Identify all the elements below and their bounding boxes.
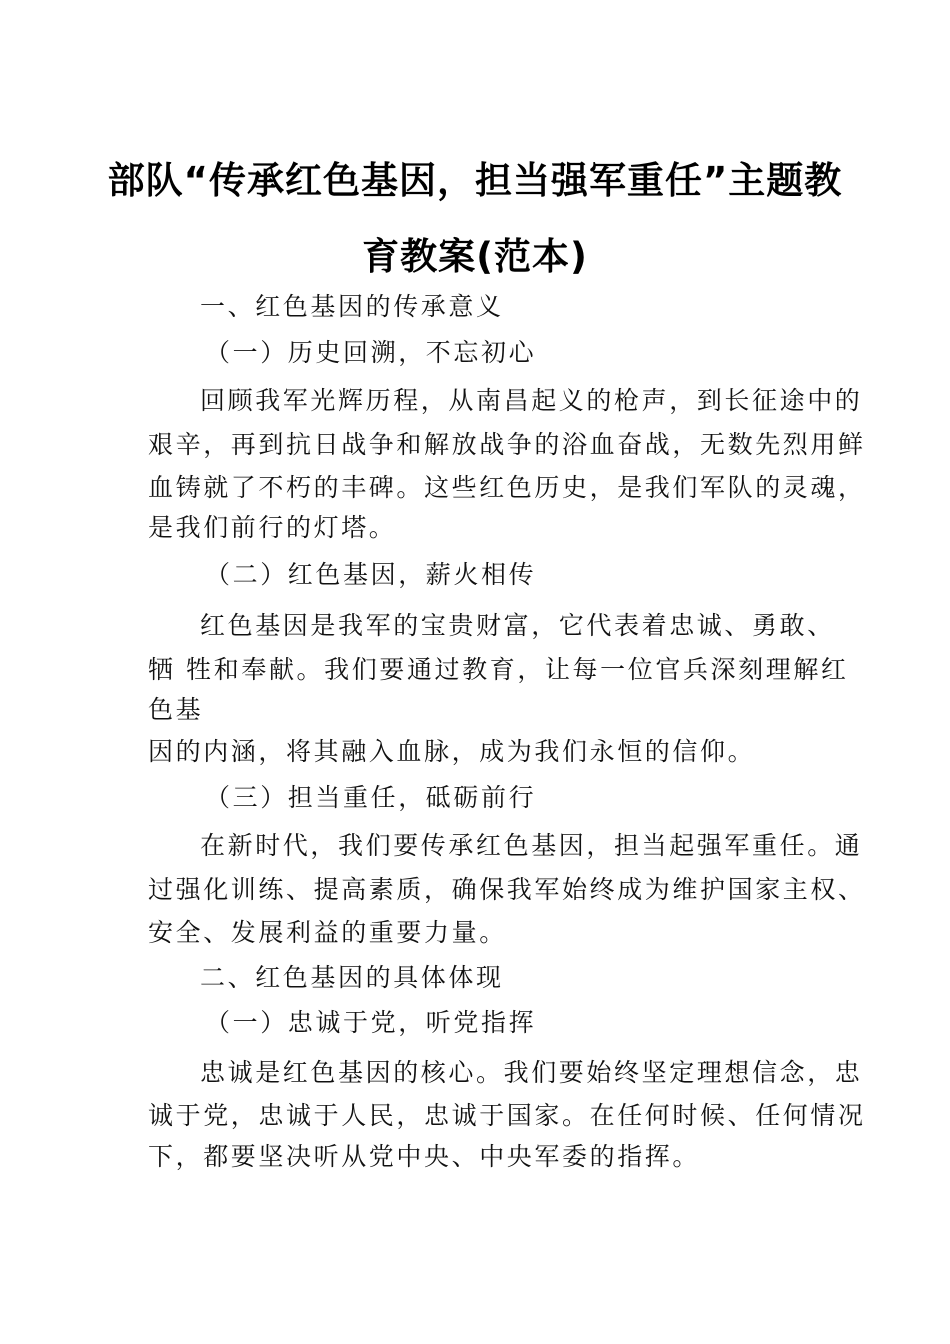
section-heading-2: 二、红色基因的具体体现 [200,963,504,992]
subsection-heading-1-2: （二）红色基因，薪火相传 [205,560,537,589]
subsection-heading-1-1: （一）历史回溯，不忘初心 [205,338,537,367]
paragraph-line: 忠诚是红色基因的核心。我们要始终坚定理想信念，忠 [200,1058,863,1087]
paragraph-line: 因的内涵，将其融入血脉，成为我们永恒的信仰。 [148,737,756,766]
section-heading-1: 一、红色基因的传承意义 [200,292,504,321]
paragraph-line: 诚于党，忠诚于人民，忠诚于国家。在任何时候、任何情况 [148,1101,866,1130]
paragraph-line: 红色基因是我军的宝贵财富，它代表着忠诚、勇敢、 [200,611,835,640]
paragraph-line: 色基 [148,695,204,724]
document-title-line-2: 育教案(范本) [362,235,588,278]
subsection-heading-1-3: （三）担当重任，砥砺前行 [205,783,537,812]
paragraph-line: 艰辛，再到抗日战争和解放战争的浴血奋战，无数先烈用鲜 [148,430,866,459]
paragraph-line: 在新时代，我们要传承红色基因，担当起强军重任。通 [200,831,863,860]
document-title-line-1: 部队“传承红色基因，担当强军重任”主题教 [107,159,843,202]
paragraph-line: 过强化训练、提高素质，确保我军始终成为维护国家主权、 [148,875,866,904]
paragraph-line: 血铸就了不朽的丰碑。这些红色历史，是我们军队的灵魂， [148,473,866,502]
paragraph-line: 下，都要坚决听从党中央、中央军委的指挥。 [148,1142,701,1171]
subsection-heading-2-1: （一）忠诚于党，听党指挥 [205,1008,537,1037]
paragraph-line: 回顾我军光辉历程，从南昌起义的枪声，到长征途中的 [200,386,863,415]
paragraph-line: 是我们前行的灯塔。 [148,513,397,542]
paragraph-line: 安全、发展利益的重要力量。 [148,918,507,947]
paragraph-line: 牺 牲和奉献。我们要通过教育，让每一位官兵深刻理解红 [148,655,849,684]
